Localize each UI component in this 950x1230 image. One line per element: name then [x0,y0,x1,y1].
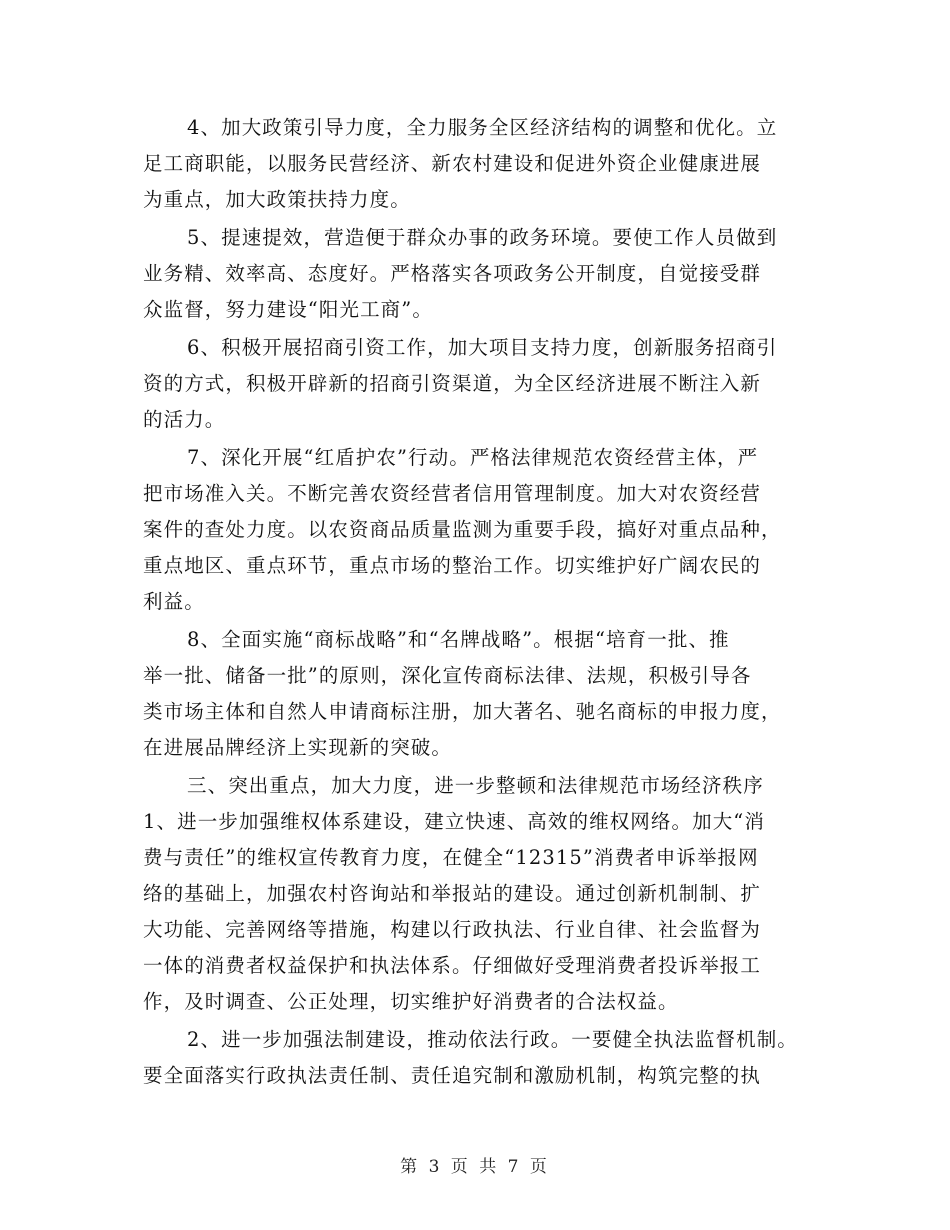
text-line: 案件的查处力度。以农资商品质量监测为重要手段，搞好对重点品种， [143,518,782,541]
text-line: 大功能、完善网络等措施，构建以行政执法、行业自律、社会监督为 [143,918,762,941]
text-line: 把市场准入关。不断完善农资经营者信用管理制度。加大对农资经营 [143,482,762,505]
text-line: 利益。 [143,590,205,613]
text-line: 5、提速提效，营造便于群众办事的政务环境。要使工作人员做到 [187,226,778,249]
text-line: 众监督，努力建设“阳光工商”。 [143,298,433,321]
text-line: 1、进一步加强维权体系建设，建立快速、高效的维权网络。加大“消 [143,810,765,833]
text-line: 要全面落实行政执法责任制、责任追究制和激励机制，构筑完整的执 [143,1064,762,1087]
page-number-footer: 第 3 页 共 7 页 [400,1157,550,1177]
text-line: 重点地区、重点环节，重点市场的整治工作。切实维护好广阔农民的 [143,554,762,577]
text-line: 资的方式，积极开辟新的招商引资渠道，为全区经济进展不断注入新 [143,372,762,395]
text-line: 足工商职能，以服务民营经济、新农村建设和促进外资企业健康进展 [143,152,762,175]
text-line: 为重点，加大政策扶持力度。 [143,188,411,211]
section-heading: 三、突出重点，加大力度，进一步整顿和法律规范市场经济秩序 [187,774,764,797]
text-line: 的活力。 [143,408,226,431]
text-line: 作，及时调查、公正处理，切实维护好消费者的合法权益。 [143,990,679,1013]
text-line: 6、积极开展招商引资工作，加大项目支持力度，创新服务招商引 [187,336,778,359]
text-line: 在进展品牌经济上实现新的突破。 [143,736,453,759]
text-line: 2、进一步加强法制建设，推动依法行政。一要健全执法监督机制。 [187,1028,798,1051]
text-line: 费与责任”的维权宣传教育力度，在健全“12315”消费者申诉举报网 [143,846,759,869]
text-line: 4、加大政策引导力度，全力服务全区经济结构的调整和优化。立 [187,116,778,139]
text-line: 举一批、储备一批”的原则，深化宣传商标法律、法规，积极引导各 [143,664,752,687]
text-line: 络的基础上，加强农村咨询站和举报站的建设。通过创新机制制、扩 [143,882,762,905]
text-line: 7、深化开展“红盾护农”行动。严格法律规范农资经营主体，严 [187,446,759,469]
text-line: 8、全面实施“商标战略”和“名牌战略”。根据“培育一批、推 [187,628,730,651]
text-line: 类市场主体和自然人申请商标注册，加大著名、驰名商标的申报力度， [143,700,782,723]
text-line: 业务精、效率高、态度好。严格落实各项政务公开制度，自觉接受群 [143,262,762,285]
text-line: 一体的消费者权益保护和执法体系。仔细做好受理消费者投诉举报工 [143,954,762,977]
